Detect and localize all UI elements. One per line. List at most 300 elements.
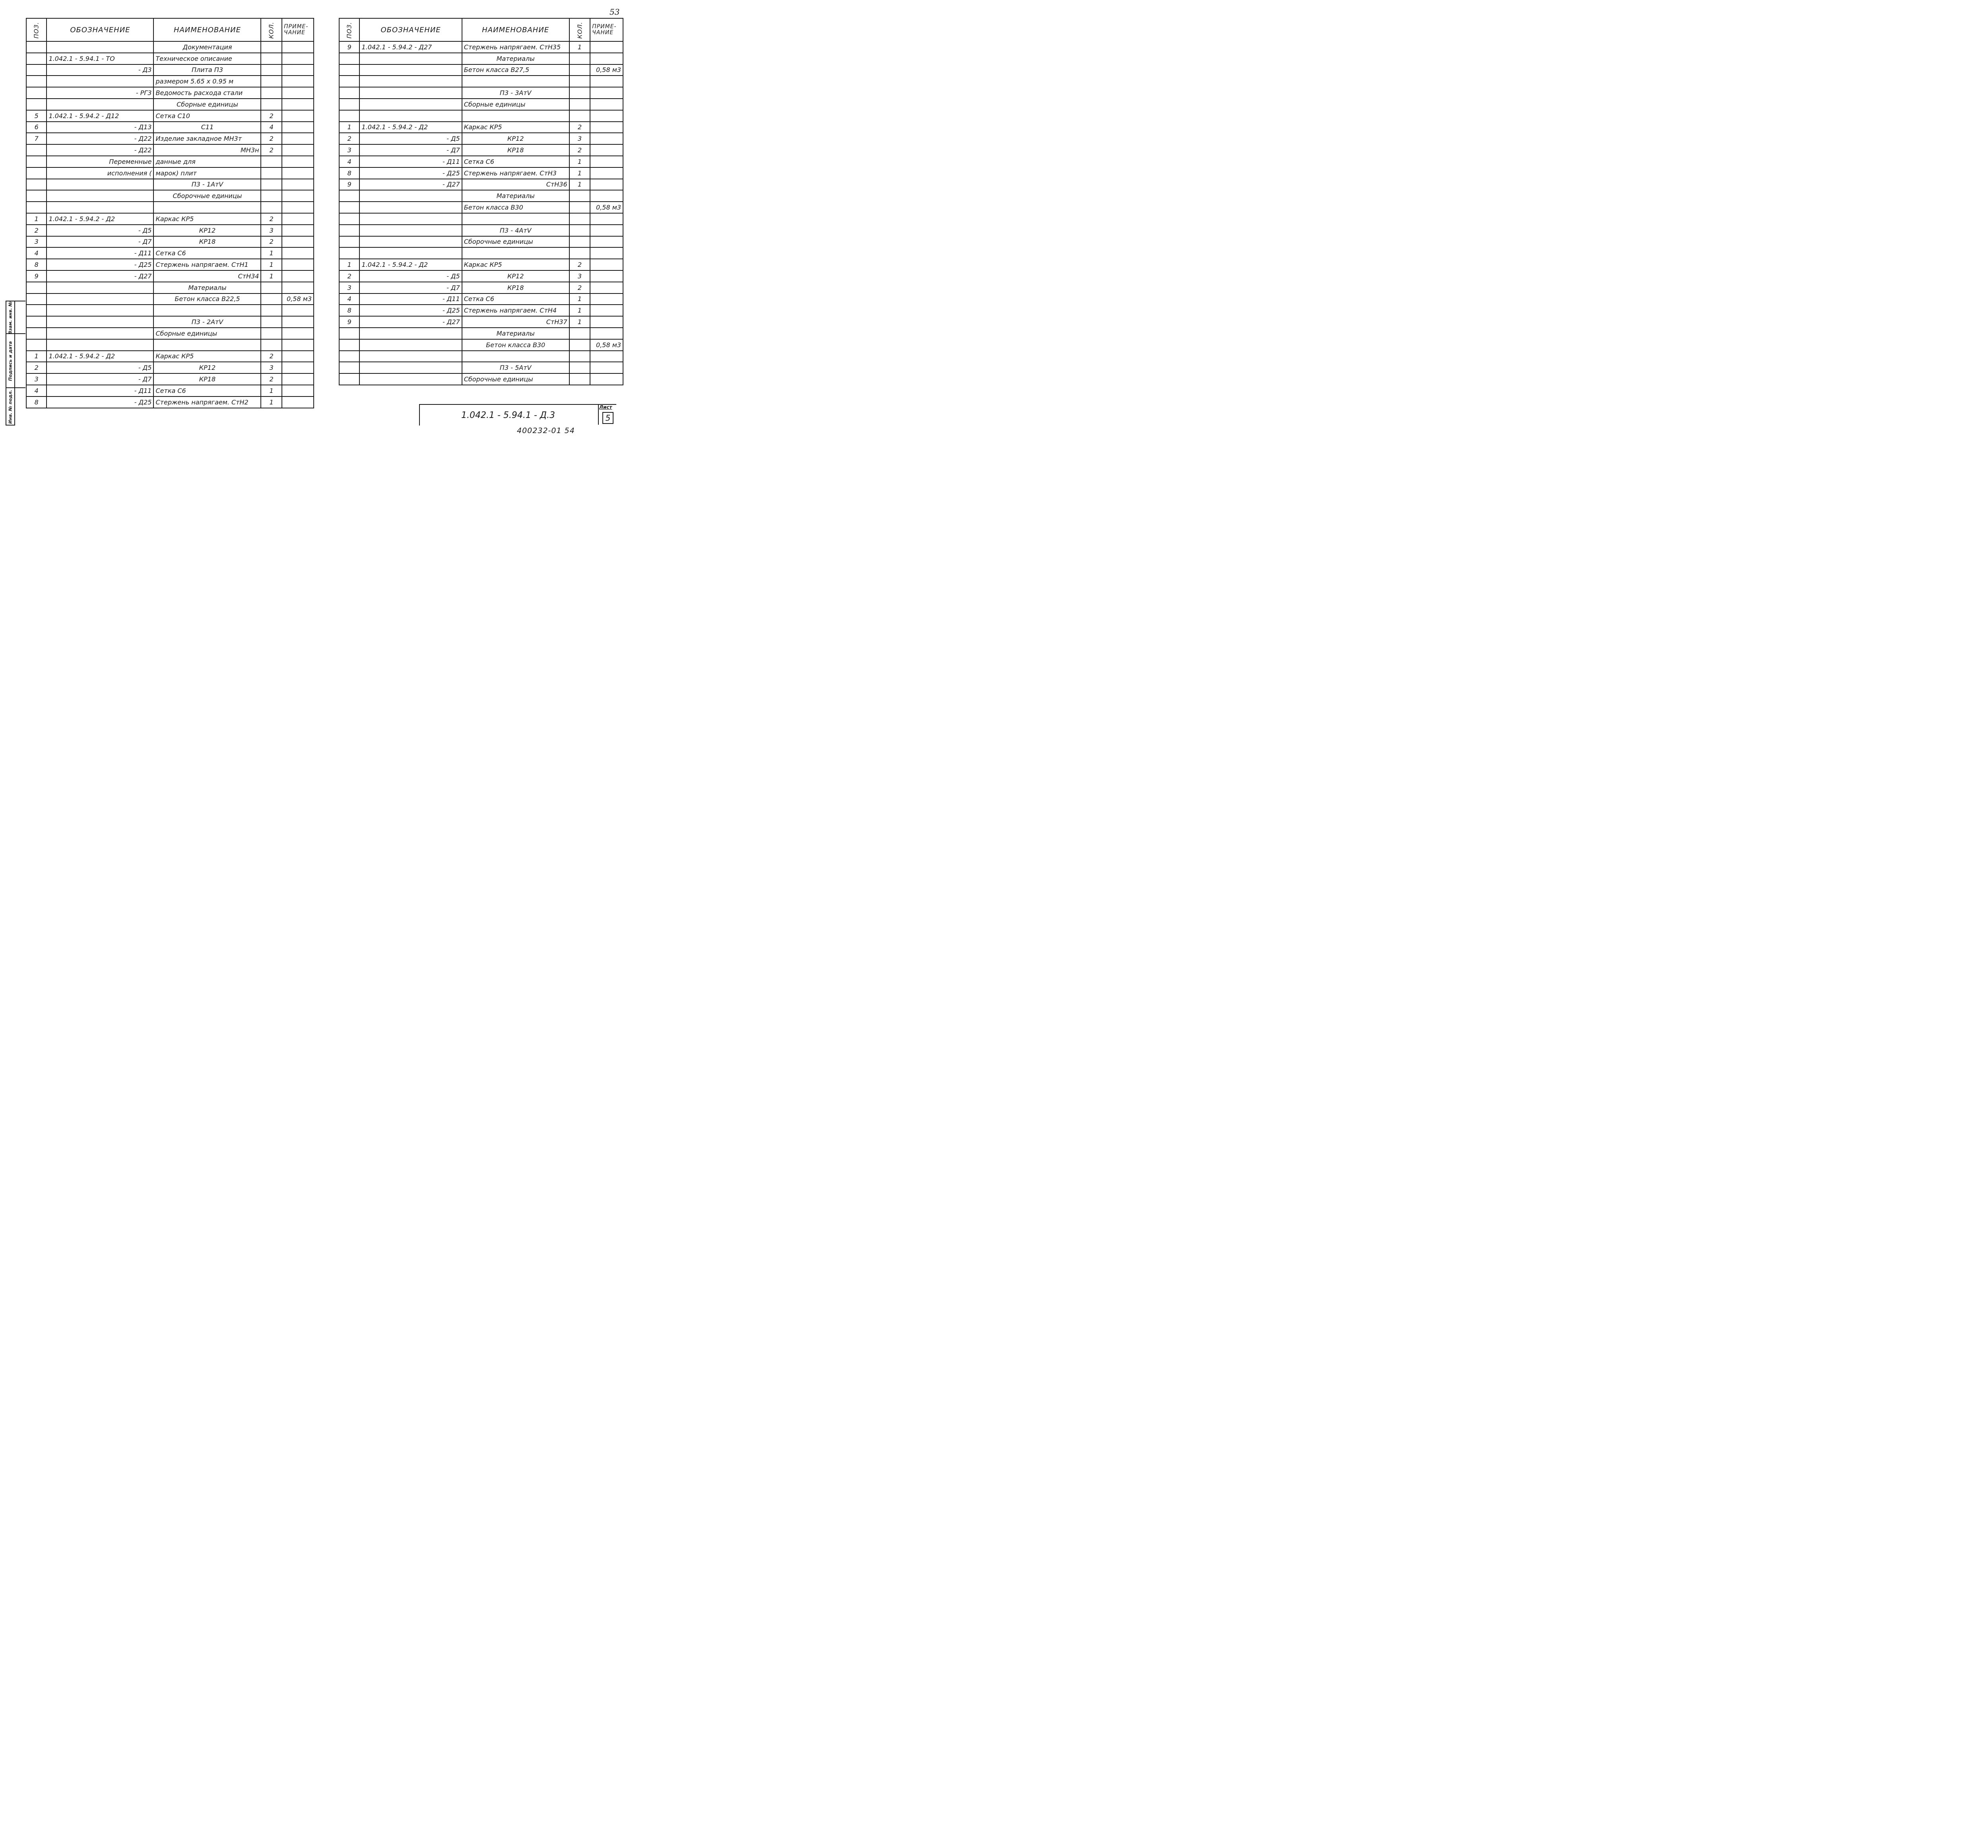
table-row bbox=[339, 213, 623, 225]
table-row bbox=[26, 351, 314, 362]
name-cell: Бетон класса В27,5 bbox=[462, 64, 569, 76]
table-row bbox=[26, 282, 314, 293]
pos-cell bbox=[339, 110, 359, 122]
designation-cell bbox=[359, 328, 462, 339]
pos-cell: 8 bbox=[339, 305, 359, 316]
qty-cell bbox=[261, 41, 282, 53]
name-cell: Документация bbox=[153, 41, 261, 53]
name-cell: КР18 bbox=[153, 373, 261, 385]
name-cell: КР12 bbox=[153, 362, 261, 373]
header-designation: ОБОЗНАЧЕНИЕ bbox=[359, 18, 462, 41]
designation-cell bbox=[47, 339, 153, 351]
qty-cell bbox=[261, 156, 282, 167]
note-cell bbox=[282, 373, 314, 385]
designation-cell: - Д13 bbox=[47, 122, 153, 133]
table-row bbox=[339, 144, 623, 156]
name-cell: СтН36 bbox=[462, 179, 569, 190]
note-cell bbox=[590, 270, 623, 282]
pos-cell: 8 bbox=[339, 167, 359, 179]
name-cell: Сборные единицы bbox=[153, 99, 261, 110]
pos-cell bbox=[26, 316, 47, 328]
pos-cell bbox=[339, 190, 359, 202]
pos-cell: 2 bbox=[26, 225, 47, 236]
name-cell: Сборочные единицы bbox=[462, 373, 569, 385]
designation-cell: - Д27 bbox=[359, 316, 462, 328]
qty-cell: 3 bbox=[569, 270, 590, 282]
designation-cell: - Д11 bbox=[359, 293, 462, 305]
note-cell bbox=[590, 293, 623, 305]
designation-cell bbox=[359, 362, 462, 373]
note-cell bbox=[590, 282, 623, 293]
qty-cell: 3 bbox=[261, 362, 282, 373]
note-cell bbox=[590, 247, 623, 259]
name-cell: Материалы bbox=[153, 282, 261, 293]
pos-cell bbox=[339, 351, 359, 362]
designation-cell: 1.042.1 - 5.94.2 - Д27 bbox=[359, 41, 462, 53]
pos-cell: 1 bbox=[26, 351, 47, 362]
pos-cell: 2 bbox=[26, 362, 47, 373]
designation-cell bbox=[359, 202, 462, 213]
original-inv-cell: Инв. № подл. bbox=[6, 387, 15, 426]
table-row bbox=[339, 167, 623, 179]
table-row bbox=[339, 282, 623, 293]
name-cell bbox=[462, 76, 569, 87]
designation-cell bbox=[359, 87, 462, 99]
designation-cell: 1.042.1 - 5.94.2 - Д2 bbox=[47, 213, 153, 225]
note-cell bbox=[282, 247, 314, 259]
name-cell: Сетка С6 bbox=[153, 385, 261, 396]
table-row bbox=[26, 236, 314, 248]
header-designation: ОБОЗНАЧЕНИЕ bbox=[47, 18, 153, 41]
name-cell: Ведомость расхода стали bbox=[153, 87, 261, 99]
name-cell: Сетка С6 bbox=[462, 293, 569, 305]
designation-cell bbox=[47, 99, 153, 110]
qty-cell bbox=[569, 202, 590, 213]
qty-cell: 2 bbox=[261, 236, 282, 248]
pos-cell bbox=[26, 293, 47, 305]
name-cell: Каркас КР5 bbox=[153, 213, 261, 225]
name-cell: Сетка С6 bbox=[462, 156, 569, 167]
designation-cell: - Д5 bbox=[359, 133, 462, 144]
designation-cell: - Д22 bbox=[47, 144, 153, 156]
name-cell: Бетон класса В30 bbox=[462, 339, 569, 351]
pos-cell: 8 bbox=[26, 396, 47, 408]
qty-cell: 3 bbox=[569, 133, 590, 144]
sheet-number: 5 bbox=[602, 412, 613, 424]
designation-cell: - Д5 bbox=[47, 362, 153, 373]
side-stamp-mid-line bbox=[14, 333, 25, 334]
note-cell bbox=[282, 316, 314, 328]
name-cell: Бетон класса В30 bbox=[462, 202, 569, 213]
pos-cell: 7 bbox=[26, 133, 47, 144]
designation-cell bbox=[359, 236, 462, 248]
pos-cell bbox=[339, 339, 359, 351]
table-row bbox=[26, 53, 314, 64]
designation-cell bbox=[47, 202, 153, 213]
pos-cell bbox=[339, 87, 359, 99]
name-cell: КР18 bbox=[153, 236, 261, 248]
note-cell bbox=[282, 270, 314, 282]
name-cell: марок) плит bbox=[153, 167, 261, 179]
header-qty: КОЛ. bbox=[569, 18, 590, 41]
qty-cell bbox=[261, 305, 282, 316]
qty-cell bbox=[261, 87, 282, 99]
note-cell bbox=[282, 236, 314, 248]
qty-cell bbox=[261, 76, 282, 87]
note-cell bbox=[282, 144, 314, 156]
qty-cell: 1 bbox=[261, 385, 282, 396]
designation-cell bbox=[47, 190, 153, 202]
pos-cell bbox=[26, 87, 47, 99]
designation-cell: 1.042.1 - 5.94.2 - Д2 bbox=[47, 351, 153, 362]
note-cell bbox=[282, 339, 314, 351]
designation-cell bbox=[359, 213, 462, 225]
pos-cell bbox=[26, 339, 47, 351]
note-cell bbox=[590, 144, 623, 156]
name-cell: Бетон класса В22,5 bbox=[153, 293, 261, 305]
table-row bbox=[26, 76, 314, 87]
pos-cell bbox=[339, 362, 359, 373]
pos-cell bbox=[26, 156, 47, 167]
name-cell: Изделие закладное МН3т bbox=[153, 133, 261, 144]
qty-cell bbox=[261, 328, 282, 339]
note-cell bbox=[590, 156, 623, 167]
name-cell: П3 - 2АтV bbox=[153, 316, 261, 328]
pos-cell bbox=[26, 190, 47, 202]
designation-cell bbox=[47, 41, 153, 53]
table-row bbox=[339, 190, 623, 202]
designation-cell: - Д7 bbox=[359, 144, 462, 156]
table-row bbox=[339, 373, 623, 385]
right-spec-table bbox=[339, 18, 623, 385]
pos-cell bbox=[26, 76, 47, 87]
pos-cell bbox=[26, 328, 47, 339]
table-row bbox=[26, 110, 314, 122]
note-cell bbox=[590, 213, 623, 225]
pos-cell bbox=[339, 213, 359, 225]
pos-cell: 5 bbox=[26, 110, 47, 122]
table-row bbox=[26, 133, 314, 144]
qty-cell: 2 bbox=[569, 144, 590, 156]
name-cell: данные для bbox=[153, 156, 261, 167]
header-pos: ПОЗ. bbox=[339, 18, 359, 41]
qty-cell bbox=[261, 53, 282, 64]
note-cell bbox=[282, 133, 314, 144]
name-cell: Сетка С6 bbox=[153, 247, 261, 259]
designation-cell: - Д3 bbox=[47, 64, 153, 76]
table-row bbox=[26, 156, 314, 167]
table-row bbox=[26, 305, 314, 316]
table-row bbox=[339, 99, 623, 110]
table-row bbox=[339, 76, 623, 87]
pos-cell bbox=[26, 282, 47, 293]
document-code: 1.042.1 - 5.94.1 - Д.3 bbox=[461, 410, 555, 420]
qty-cell: 1 bbox=[569, 316, 590, 328]
pos-cell bbox=[26, 305, 47, 316]
note-cell bbox=[282, 351, 314, 362]
qty-cell bbox=[261, 179, 282, 190]
designation-cell bbox=[359, 64, 462, 76]
note-cell bbox=[590, 316, 623, 328]
pos-cell: 1 bbox=[26, 213, 47, 225]
pos-cell: 3 bbox=[26, 373, 47, 385]
note-cell bbox=[590, 99, 623, 110]
pos-cell bbox=[26, 179, 47, 190]
note-cell: 0,58 м3 bbox=[590, 64, 623, 76]
note-cell bbox=[590, 328, 623, 339]
qty-cell bbox=[569, 213, 590, 225]
note-cell bbox=[590, 122, 623, 133]
name-cell: Материалы bbox=[462, 328, 569, 339]
replace-inv-cell: Взам. инв. № bbox=[6, 301, 15, 334]
pos-cell: 1 bbox=[339, 259, 359, 270]
table-row bbox=[339, 179, 623, 190]
note-cell bbox=[282, 213, 314, 225]
designation-cell bbox=[47, 316, 153, 328]
table-row bbox=[339, 236, 623, 248]
designation-cell: - Д25 bbox=[47, 259, 153, 270]
note-cell: 0,58 м3 bbox=[590, 202, 623, 213]
qty-cell bbox=[569, 110, 590, 122]
qty-cell: 1 bbox=[569, 293, 590, 305]
table-row bbox=[26, 225, 314, 236]
designation-cell: - Д5 bbox=[47, 225, 153, 236]
designation-cell bbox=[47, 76, 153, 87]
table-row bbox=[26, 362, 314, 373]
note-cell bbox=[590, 87, 623, 99]
header-name: НАИМЕНОВАНИЕ bbox=[462, 18, 569, 41]
table-row bbox=[339, 270, 623, 282]
table-row bbox=[26, 339, 314, 351]
note-cell bbox=[282, 362, 314, 373]
name-cell: Сборочные единицы bbox=[462, 236, 569, 248]
qty-cell bbox=[569, 225, 590, 236]
note-cell bbox=[282, 53, 314, 64]
table-row bbox=[26, 293, 314, 305]
name-cell: Техническое описание bbox=[153, 53, 261, 64]
qty-cell bbox=[261, 99, 282, 110]
table-row bbox=[339, 202, 623, 213]
designation-cell: - Д22 bbox=[47, 133, 153, 144]
pos-cell: 2 bbox=[339, 270, 359, 282]
pos-cell: 9 bbox=[26, 270, 47, 282]
table-row bbox=[26, 99, 314, 110]
qty-cell bbox=[261, 64, 282, 76]
table-row bbox=[26, 64, 314, 76]
qty-cell: 2 bbox=[569, 282, 590, 293]
qty-cell: 2 bbox=[261, 351, 282, 362]
designation-cell: - Д27 bbox=[47, 270, 153, 282]
designation-cell: - Д11 bbox=[47, 247, 153, 259]
name-cell: Стержень напрягаем. СтН35 bbox=[462, 41, 569, 53]
designation-cell bbox=[359, 351, 462, 362]
note-cell bbox=[282, 64, 314, 76]
qty-cell: 1 bbox=[569, 305, 590, 316]
note-cell bbox=[590, 53, 623, 64]
table-row bbox=[339, 225, 623, 236]
name-cell bbox=[153, 339, 261, 351]
pos-cell: 9 bbox=[339, 316, 359, 328]
designation-cell: 1.042.1 - 5.94.2 - Д12 bbox=[47, 110, 153, 122]
header-note: ПРИМЕ-ЧАНИЕ bbox=[590, 18, 623, 41]
note-cell bbox=[590, 133, 623, 144]
pos-cell: 3 bbox=[339, 282, 359, 293]
name-cell: Материалы bbox=[462, 53, 569, 64]
qty-cell: 4 bbox=[261, 122, 282, 133]
name-cell: С11 bbox=[153, 122, 261, 133]
qty-cell bbox=[261, 316, 282, 328]
pos-cell: 4 bbox=[26, 247, 47, 259]
table-row bbox=[26, 213, 314, 225]
table-row bbox=[26, 259, 314, 270]
pos-cell bbox=[26, 41, 47, 53]
designation-cell: 1.042.1 - 5.94.2 - Д2 bbox=[359, 122, 462, 133]
note-cell bbox=[282, 122, 314, 133]
pos-cell: 1 bbox=[339, 122, 359, 133]
qty-cell: 1 bbox=[569, 41, 590, 53]
table-row bbox=[26, 144, 314, 156]
table-row bbox=[26, 270, 314, 282]
header-note: ПРИМЕ-ЧАНИЕ bbox=[282, 18, 314, 41]
pos-cell bbox=[339, 53, 359, 64]
name-cell: Сборные единицы bbox=[462, 99, 569, 110]
designation-cell: - РГ3 bbox=[47, 87, 153, 99]
table-row bbox=[26, 179, 314, 190]
name-cell: П3 - 5АтV bbox=[462, 362, 569, 373]
name-cell: размером 5.65 х 0.95 м bbox=[153, 76, 261, 87]
name-cell: СтН34 bbox=[153, 270, 261, 282]
name-cell: Материалы bbox=[462, 190, 569, 202]
note-cell bbox=[282, 202, 314, 213]
name-cell: КР12 bbox=[153, 225, 261, 236]
table-row bbox=[339, 293, 623, 305]
designation-cell bbox=[359, 373, 462, 385]
qty-cell bbox=[261, 282, 282, 293]
note-cell bbox=[282, 190, 314, 202]
note-cell bbox=[282, 76, 314, 87]
note-cell bbox=[590, 236, 623, 248]
left-spec-table bbox=[26, 18, 314, 408]
qty-cell: 2 bbox=[569, 122, 590, 133]
name-cell: П3 - 4АтV bbox=[462, 225, 569, 236]
pos-cell: 6 bbox=[26, 122, 47, 133]
pos-cell bbox=[339, 247, 359, 259]
qty-cell bbox=[261, 167, 282, 179]
pos-cell bbox=[26, 167, 47, 179]
table-row bbox=[339, 362, 623, 373]
table-row bbox=[26, 385, 314, 396]
pos-cell bbox=[339, 76, 359, 87]
note-cell bbox=[590, 225, 623, 236]
designation-cell bbox=[359, 76, 462, 87]
note-cell bbox=[282, 225, 314, 236]
name-cell: Плита П3 bbox=[153, 64, 261, 76]
signature-date-cell: Подпись и дата bbox=[6, 333, 15, 388]
qty-cell bbox=[569, 87, 590, 99]
designation-cell: 1.042.1 - 5.94.2 - Д2 bbox=[359, 259, 462, 270]
sheet-label: Лист bbox=[599, 404, 612, 410]
qty-cell: 2 bbox=[261, 133, 282, 144]
name-cell: П3 - 1АтV bbox=[153, 179, 261, 190]
designation-cell bbox=[47, 293, 153, 305]
table-row bbox=[26, 167, 314, 179]
pos-cell bbox=[26, 202, 47, 213]
pos-cell bbox=[26, 144, 47, 156]
table-row bbox=[26, 247, 314, 259]
header-name: НАИМЕНОВАНИЕ bbox=[153, 18, 261, 41]
name-cell: Каркас КР5 bbox=[153, 351, 261, 362]
designation-cell bbox=[359, 110, 462, 122]
designation-cell bbox=[47, 282, 153, 293]
note-cell bbox=[282, 328, 314, 339]
table-row bbox=[26, 328, 314, 339]
note-cell bbox=[590, 351, 623, 362]
name-cell bbox=[462, 247, 569, 259]
note-cell bbox=[282, 87, 314, 99]
table-row bbox=[26, 190, 314, 202]
pos-cell bbox=[339, 373, 359, 385]
pos-cell: 4 bbox=[339, 156, 359, 167]
designation-cell bbox=[359, 339, 462, 351]
page-number: 53 bbox=[610, 7, 620, 17]
table-row bbox=[339, 339, 623, 351]
table-row bbox=[339, 53, 623, 64]
table-row bbox=[26, 41, 314, 53]
name-cell: Стержень напрягаем. СтН1 bbox=[153, 259, 261, 270]
name-cell: П3 - 3АтV bbox=[462, 87, 569, 99]
side-stamp-bottom bbox=[6, 425, 15, 426]
qty-cell bbox=[261, 190, 282, 202]
qty-cell bbox=[569, 190, 590, 202]
right-table-body bbox=[339, 41, 623, 385]
left-table-body bbox=[26, 41, 314, 408]
pos-cell: 9 bbox=[339, 41, 359, 53]
name-cell bbox=[153, 305, 261, 316]
qty-cell: 2 bbox=[261, 110, 282, 122]
qty-cell bbox=[569, 64, 590, 76]
name-cell: Каркас КР5 bbox=[462, 122, 569, 133]
pos-cell bbox=[339, 64, 359, 76]
note-cell bbox=[282, 282, 314, 293]
designation-cell bbox=[359, 99, 462, 110]
name-cell: Каркас КР5 bbox=[462, 259, 569, 270]
name-cell bbox=[462, 213, 569, 225]
qty-cell: 2 bbox=[569, 259, 590, 270]
qty-cell: 1 bbox=[261, 247, 282, 259]
table-row bbox=[339, 156, 623, 167]
name-cell: Сборочные единицы bbox=[153, 190, 261, 202]
designation-cell bbox=[359, 247, 462, 259]
note-cell bbox=[590, 76, 623, 87]
table-row bbox=[26, 373, 314, 385]
designation-cell bbox=[359, 225, 462, 236]
note-cell bbox=[282, 99, 314, 110]
designation-cell bbox=[359, 190, 462, 202]
designation-cell: - Д25 bbox=[47, 396, 153, 408]
table-row bbox=[339, 316, 623, 328]
pos-cell: 3 bbox=[26, 236, 47, 248]
designation-cell bbox=[47, 305, 153, 316]
qty-cell: 1 bbox=[261, 396, 282, 408]
note-cell bbox=[282, 396, 314, 408]
table-row bbox=[339, 87, 623, 99]
qty-cell: 2 bbox=[261, 144, 282, 156]
qty-cell: 1 bbox=[569, 167, 590, 179]
qty-cell bbox=[569, 76, 590, 87]
pos-cell: 4 bbox=[26, 385, 47, 396]
note-cell bbox=[590, 373, 623, 385]
name-cell: КР18 bbox=[462, 282, 569, 293]
